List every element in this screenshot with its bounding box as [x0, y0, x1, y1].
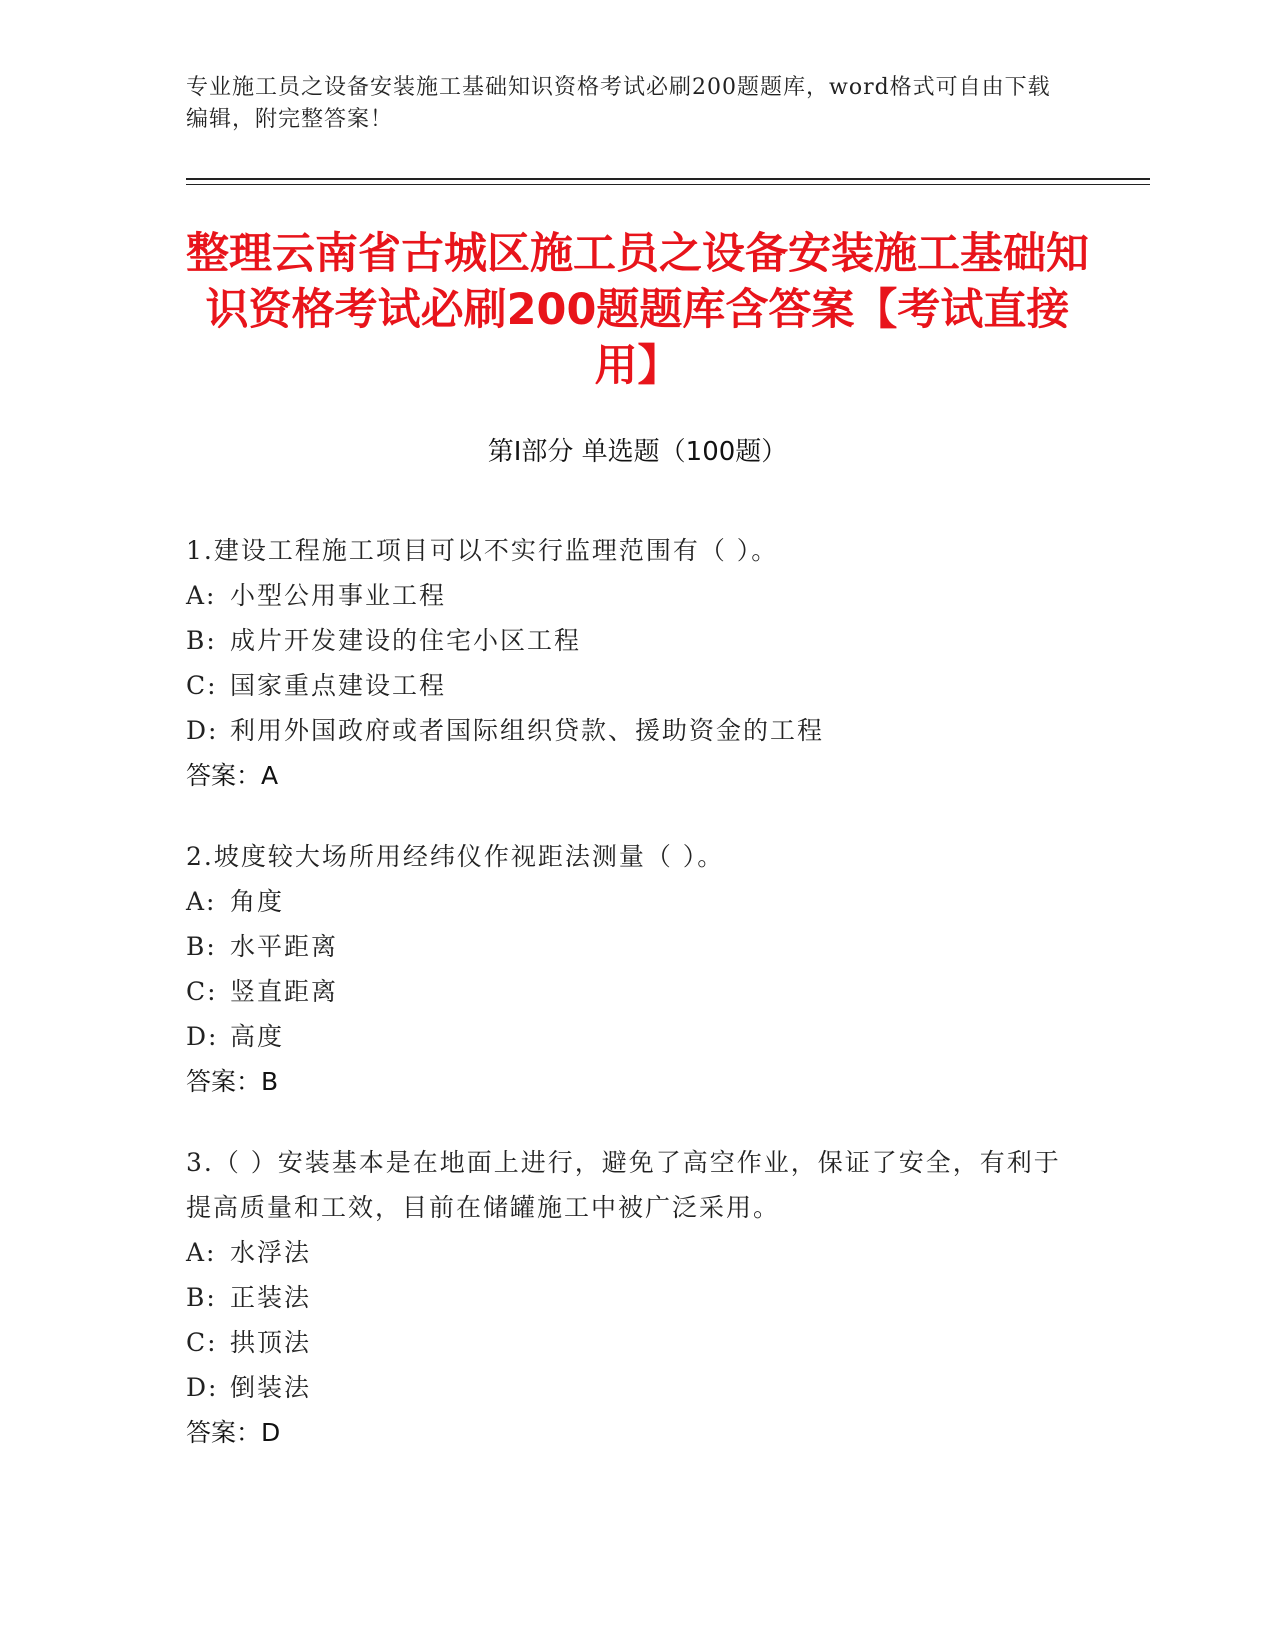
option-a — [186, 879, 1066, 924]
answer-line: 答案：D — [186, 1418, 281, 1447]
question-text: 2.坡度较大场所用经纬仪作视距法测量（ ）。 — [186, 842, 725, 871]
option-d — [186, 708, 1066, 753]
option-text: 水浮法 — [230, 1238, 312, 1267]
option-c — [186, 663, 1066, 708]
option-key: D: — [186, 716, 219, 745]
question-text: 3.（ ）安装基本是在地面上进行，避免了高空作业，保证了安全，有利于提高质量和工效，目前在储罐施工中被广泛采用。 — [186, 1148, 1061, 1222]
option-c — [186, 1320, 1066, 1365]
document-title: 整理云南省古城区施工员之设备安装施工基础知识资格考试必刷200题题库含答案【考试直接用】 — [186, 229, 1089, 391]
question-1 — [186, 528, 1066, 798]
option-c — [186, 969, 1066, 1014]
header-note: 专业施工员之设备安装施工基础知识资格考试必刷200题题库，word格式可自由下载编辑，附完整答案！ — [186, 75, 1051, 132]
option-d — [186, 1365, 1066, 1410]
option-key: D: — [186, 1022, 219, 1051]
option-key: A: — [186, 581, 217, 610]
option-key: B: — [186, 626, 217, 655]
option-b — [186, 924, 1066, 969]
option-text: 倒装法 — [230, 1373, 312, 1402]
question-2 — [186, 834, 1066, 1104]
option-key: C: — [186, 977, 218, 1006]
option-key: B: — [186, 932, 217, 961]
option-key: D: — [186, 1373, 219, 1402]
question-list — [186, 528, 1066, 1491]
header-rule-thin — [186, 184, 1150, 185]
option-text: 成片开发建设的住宅小区工程 — [230, 626, 582, 655]
answer-line: 答案：A — [186, 761, 279, 790]
option-key: C: — [186, 1328, 218, 1357]
option-d — [186, 1014, 1066, 1059]
option-text: 拱顶法 — [230, 1328, 312, 1357]
option-key: B: — [186, 1283, 217, 1312]
option-text: 正装法 — [230, 1283, 312, 1312]
option-key: C: — [186, 671, 218, 700]
header-rule-thick — [186, 178, 1150, 180]
question-text: 1.建设工程施工项目可以不实行监理范围有（ ）。 — [186, 536, 779, 565]
option-text: 角度 — [230, 887, 285, 916]
option-key: A: — [186, 887, 217, 916]
answer-line: 答案：B — [186, 1067, 279, 1096]
option-a — [186, 1230, 1066, 1275]
option-text: 小型公用事业工程 — [230, 581, 447, 610]
option-b — [186, 618, 1066, 663]
option-key: A: — [186, 1238, 217, 1267]
option-text: 水平距离 — [230, 932, 339, 961]
option-text: 高度 — [230, 1022, 285, 1051]
option-text: 竖直距离 — [230, 977, 339, 1006]
option-text: 利用外国政府或者国际组织贷款、援助资金的工程 — [230, 716, 825, 745]
option-text: 国家重点建设工程 — [230, 671, 447, 700]
option-b — [186, 1275, 1066, 1320]
option-a — [186, 573, 1066, 618]
question-3 — [186, 1140, 1066, 1455]
section-title: 第Ⅰ部分 单选题（100题） — [487, 437, 788, 467]
